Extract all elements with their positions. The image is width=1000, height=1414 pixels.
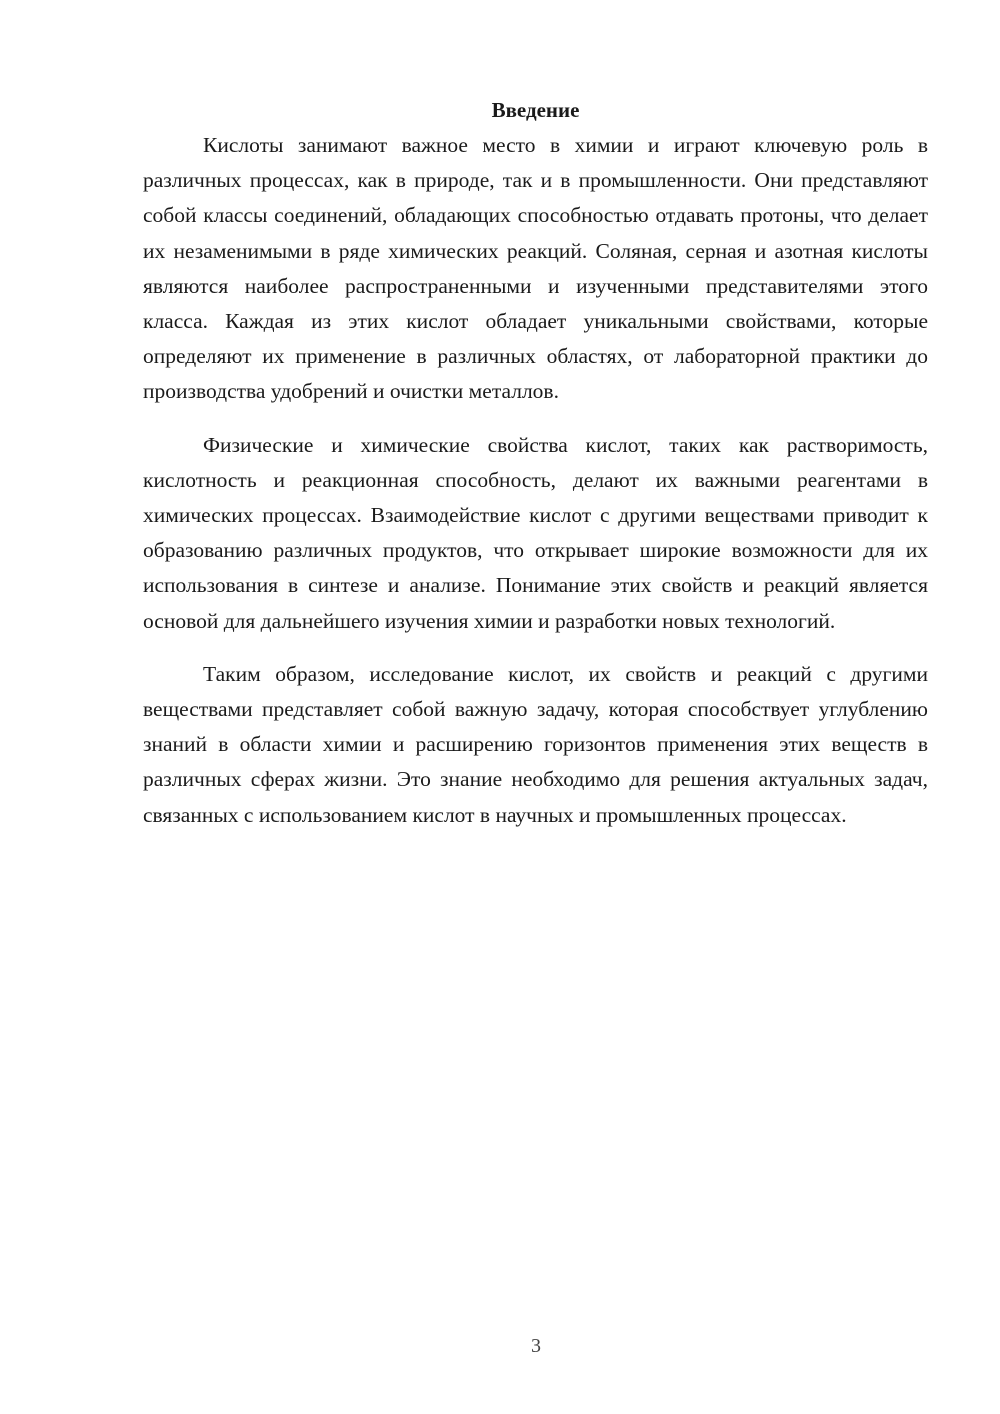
page-content [143,93,928,851]
paragraph-2: Физические и химические свойства кислот, таких как растворимость, кислотность и реакционная способность, делают их важными реагентами в химических процессах. Взаимодействие кислот с другими веществами приводит к образованию различных продуктов, что открывает широкие возможности для их использования в синтезе и анализе. Понимание этих свойств и реакций является основой для дальнейшего изучения химии и разработки новых технологий. [143,432,928,633]
page-number: 3 [531,1335,541,1357]
document-title: Введение [491,98,580,122]
paragraph-1: Кислоты занимают важное место в химии и играют ключевую роль в различных процессах, как в природе, так и в промышленности. Они представляют собой классы соединений, обладающих способностью отдавать протоны, что делает их незаменимыми в ряде химических реакций. Соляная, серная и азотная кислоты являются наиболее распространенными и изученными представителями этого класса. Каждая из этих кислот обладает уникальными свойствами, которые определяют их применение в различных областях, от лабораторной практики до производства удобрений и очистки металлов. [143,133,928,404]
paragraph-3: Таким образом, исследование кислот, их свойств и реакций с другими веществами представляет собой важную задачу, которая способствует углублению знаний в области химии и расширению горизонтов применения этих веществ в различных сферах жизни. Это знание необходимо для решения актуальных задач, связанных с использованием кислот в научных и промышленных процессах. [143,661,928,827]
